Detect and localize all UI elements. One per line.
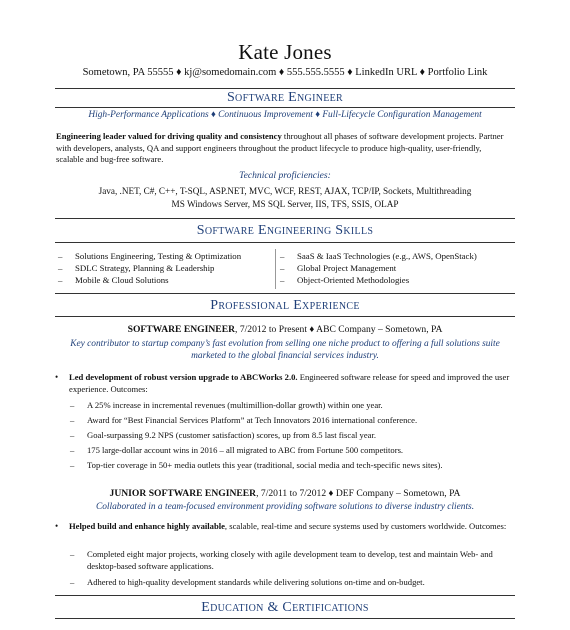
skill-item: – SDLC Strategy, Planning & Leadership [58,263,215,273]
skills-bottom-rule [55,242,515,243]
contact-line: Sometown, PA 55555 ♦ kj@somedomain.com ♦ 555.555.5555 ♦ LinkedIn URL ♦ Portfolio Link [82,67,488,78]
skills-title: Software Engineering Skills [196,223,374,238]
job-details: , 7/2012 to Present ♦ ABC Company – Sometown, PA [235,324,443,335]
job-heading [0,324,570,336]
skills-column-divider [275,249,276,289]
job-role: SOFTWARE ENGINEER [127,324,236,335]
outcome-item: – Top-tier coverage in 50+ media outlets this year (traditional, social media and tech-specific news sites). [70,460,443,470]
bullet-icon: • [55,521,59,531]
skill-item: – Object-Oriented Methodologies [280,275,410,285]
outcome-item: – A 25% increase in incremental revenues (multimillion-dollar growth) within one year. [70,400,383,410]
outcome-item: – Adhered to high-quality development standards while delivering solutions on-time and on-budget. [70,577,425,587]
education-bottom-rule [55,618,515,619]
job-bullet: • Helped build and enhance highly available, scalable, real-time and secure systems used by customers worldwide. Outcomes: [55,521,507,531]
summary-paragraph [56,131,511,166]
summary-body: throughout all phases of software development projects. Partner with developers, analysts, QA and support engineers throughout the product lifecycle to produce high-quality, user-friendly, scalable and bug-free software. [56,131,504,164]
tech-line-2: MS Windows Server, MS SQL Server, IIS, TFS, SSIS, OLAP [171,199,399,209]
candidate-name: Kate Jones [238,40,332,64]
education-title: Education & Certifications [201,600,369,615]
job-summary: Key contributor to startup company’s fast evolution from selling one niche product to offering a full solutions suite marketed to the global financial services industry. [70,339,500,361]
education-top-rule [55,595,515,596]
job-details: , 7/2011 to 7/2012 ♦ DEF Company – Sometown, PA [256,488,461,499]
job-bullet: • Led development of robust version upgrade to ABCWorks 2.0. Engineered software release for speed and improved the user experience. Outcomes: [55,372,510,394]
experience-title: Professional Experience [210,298,360,313]
summary-tagline: High-Performance Applications ♦ Continuous Improvement ♦ Full-Lifecycle Configuration Management [88,110,482,120]
skill-item: – Mobile & Cloud Solutions [58,275,169,285]
tech-heading: Technical proficiencies: [239,170,331,181]
tech-line-1: Java, .NET, C#, C++, T-SQL, ASP.NET, MVC, WCF, REST, AJAX, TCP/IP, Sockets, Multithreading [98,186,472,196]
bullet-icon: • [55,372,59,382]
job-role: JUNIOR SOFTWARE ENGINEER [109,488,257,499]
skills-top-rule [55,218,515,219]
skills-right-column [280,250,515,286]
outcome-item: – 175 large-dollar account wins in 2016 – all migrated to ABC from Fortune 500 competitors. [70,445,404,455]
outcome-item: – Completed eight major projects, working closely with agile development team to develop, test and maintain Web- and desktop-based software applications. [70,549,493,571]
job-summary: Collaborated in a team-focused environment providing software solutions to diverse industry clients. [95,502,475,512]
outcome-item: – Goal-surpassing 9.2 NPS (customer satisfaction) scores, up from 8.5 last fiscal year. [70,430,377,440]
experience-bottom-rule [55,316,515,317]
summary-title: Software Engineer [226,90,344,105]
summary-lead: Engineering leader valued for driving quality and consistency [56,131,282,141]
experience-top-rule [55,293,515,294]
summary-bottom-rule [55,107,515,108]
outcome-item: – Award for “Best Financial Services Platform” at Tech Innovators 2016 international conference. [70,415,418,425]
skill-item: – SaaS & IaaS Technologies (e.g., AWS, OpenStack) [280,251,477,261]
skills-left-column [58,250,273,286]
skill-item: – Global Project Management [280,263,397,273]
job-heading [0,488,570,500]
skill-item: – Solutions Engineering, Testing & Optimization [58,251,242,261]
